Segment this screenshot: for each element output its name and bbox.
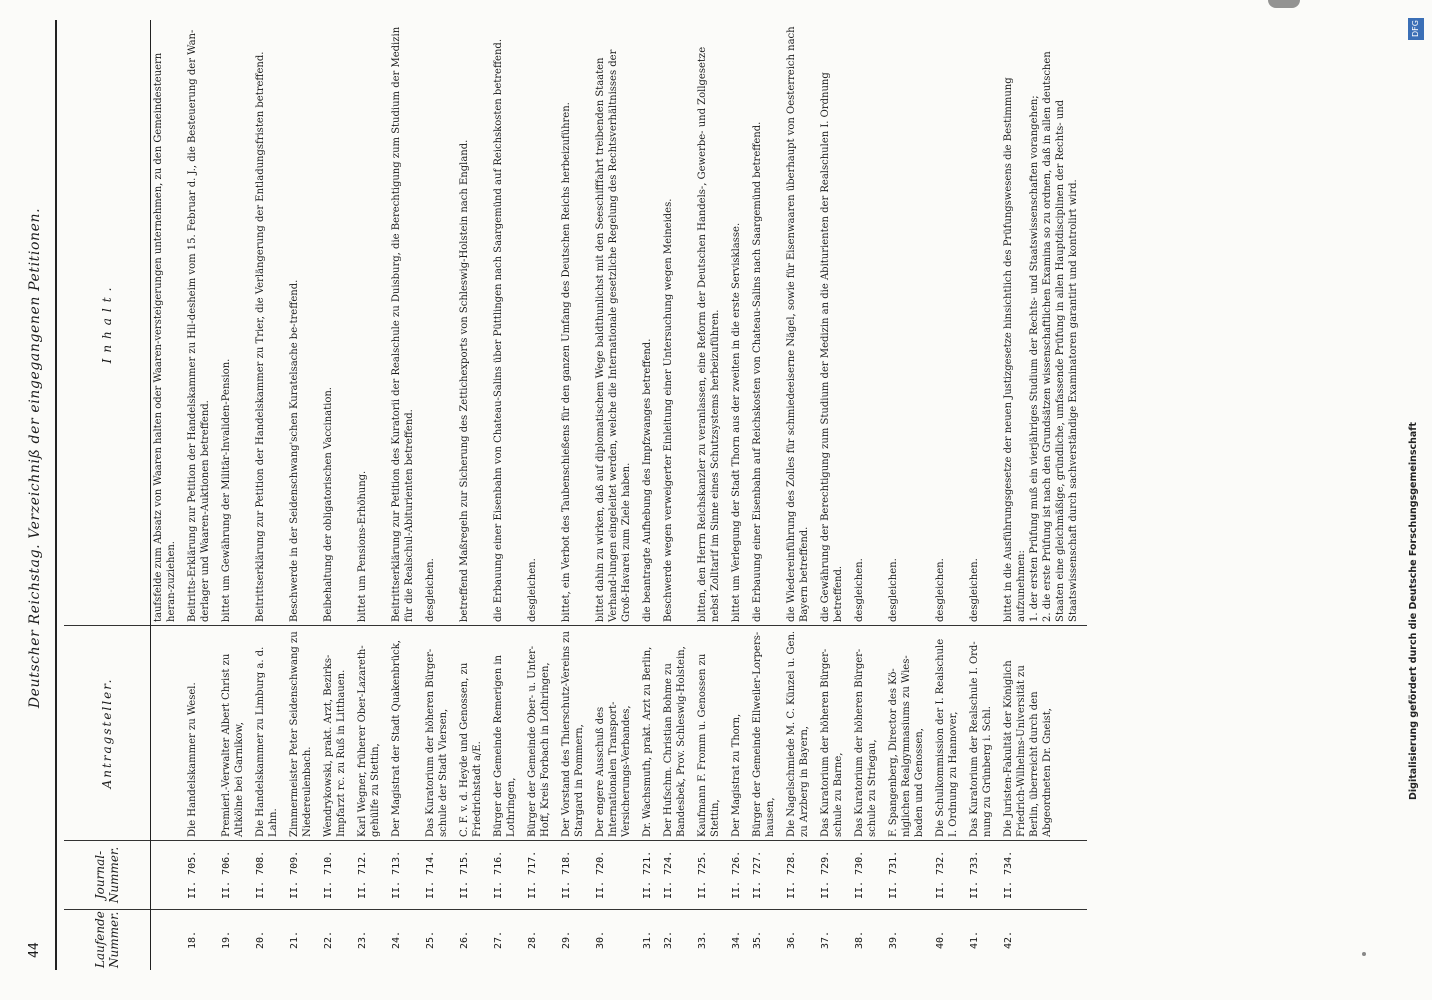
row-inhalt: bittet um Pensions-Erhöhung. (355, 20, 389, 626)
row-laufende-nummer: 18. (187, 930, 198, 950)
row-inhalt: bitten, den Herrn Reichskanzler zu veranlassen, eine Reform der Deutschen Handels-, Gewerbe- und Zollgesetze nebst Zolltarif im Sinne eines Schutzsystems herbeizuführen. (695, 20, 729, 626)
row-laufende-nummer: 28. (527, 930, 538, 950)
page-number: 44 (27, 942, 42, 958)
table-row (525, 20, 559, 970)
row-journal-nummer: II. 714. (423, 841, 457, 910)
row-antragsteller: Bürger der Gemeinde Ellweiler-Lorpers-hausen, (750, 626, 784, 841)
row-antragsteller: Die Handelskammer zu Limburg a. d. Lahn. (253, 626, 287, 841)
table-row (355, 20, 389, 970)
row-journal-nummer: II. 706. (219, 841, 253, 910)
row-inhalt: bittet dahin zu wirken, daß auf diplomatischem Wege baldthunlichst mit den Seeschifffahrt treibenden Staaten Verhand-lungen eingeleitet werden, welche die Internationale gesetzliche Regelung des Rechtsverhältnisses der Groß-Havarei zum Ziele haben. (593, 20, 640, 626)
row-laufende-nummer: 36. (786, 930, 797, 950)
row-laufende-nummer: 34. (731, 930, 742, 950)
row-inhalt: die Wiedereinführung des Zolles für schmiedeeiserne Nägel, sowie für Eisenwaaren überhaupt von Oesterreich nach Bayern betreffend. (784, 20, 818, 626)
table-row (593, 20, 640, 970)
running-head: Deutscher Reichstag. Verzeichniß der eingegangenen Petitionen. (27, 207, 43, 709)
row-journal-nummer: II. 716. (491, 841, 525, 910)
row-journal-nummer: II. 726. (729, 841, 750, 910)
table-row (389, 20, 423, 970)
table-row (185, 20, 219, 970)
row-journal-nummer: II. 733. (967, 841, 1001, 910)
row-inhalt: Beitrittserklärung zur Petition der Handelskammer zu Trier, die Verlängerung der Entladungsfristen betreffend. (253, 20, 287, 626)
row-laufende-nummer: 37. (820, 930, 831, 950)
table-row (287, 20, 321, 970)
row-antragsteller: Der Vorstand des Thierschutz-Vereins zu Stargard in Pommern, (559, 626, 593, 841)
row-laufende-nummer: 22. (323, 930, 334, 950)
col-header-laufende: Laufende Nummer. (64, 910, 151, 971)
row-journal-nummer: II. 709. (287, 841, 321, 910)
row-antragsteller (151, 626, 186, 841)
table-row (423, 20, 457, 970)
row-antragsteller: Der Magistrat der Stadt Quakenbrück, (389, 626, 423, 841)
row-inhalt: die Erbauung einer Eisenbahn von Chateau-Salins über Püttlingen nach Saargemünd auf Reichskosten betreffend. (491, 20, 525, 626)
row-antragsteller: Premierl.-Verwalter Albert Christ zu Altkölne bei Garnikow, (219, 626, 253, 841)
row-inhalt: desgleichen. (525, 20, 559, 626)
row-inhalt: Beschwerde wegen verweigerter Einleitung einer Untersuchung wegen Meineides. (661, 20, 695, 626)
table-row (151, 20, 186, 970)
digitization-credit (1404, 40, 1426, 800)
row-laufende-nummer: 41. (969, 930, 980, 950)
row-journal-nummer: II. 720. (593, 841, 640, 910)
row-antragsteller: Der Magistrat zu Thorn, (729, 626, 750, 841)
row-inhalt: desgleichen. (967, 20, 1001, 626)
row-journal-nummer: II. 710. (321, 841, 355, 910)
row-laufende-nummer: 40. (935, 930, 946, 950)
row-inhalt: Beibehaltung der obligatorischen Vaccination. (321, 20, 355, 626)
row-laufende-nummer: 35. (752, 930, 763, 950)
row-journal-nummer: II. 732. (933, 841, 967, 910)
row-antragsteller: Bürger der Gemeinde Remerigen in Lothringen, (491, 626, 525, 841)
header-rule (55, 20, 57, 970)
row-journal-nummer: II. 727. (750, 841, 784, 910)
row-antragsteller: Kaufmann F. Fromm u. Genossen zu Stettin, (695, 626, 729, 841)
row-laufende-nummer: 23. (357, 930, 368, 950)
row-laufende-nummer: 31. (642, 930, 653, 950)
row-laufende-nummer: 19. (221, 930, 232, 950)
row-antragsteller: C. F. v. d. Heyde und Genossen, zu Friedrichstadt a/E. (457, 626, 491, 841)
table-row (457, 20, 491, 970)
row-journal-nummer: II. 721. (640, 841, 661, 910)
row-antragsteller: Die Juristen-Fakultät der Königlich Friedrich-Wilhelms-Universität zu Berlin, überreicht durch den Abgeordneten Dr. Gneist, (1001, 626, 1087, 841)
row-inhalt: Beitrittserklärung zur Petition des Kuratorii der Realschule zu Duisburg, die Berechtigung zum Studium der Medizin für die Realschul-Abiturienten betreffend. (389, 20, 423, 626)
row-inhalt: bittet um Verlegung der Stadt Thorn aus der zweiten in die erste Servisklasse. (729, 20, 750, 626)
table-row (933, 20, 967, 970)
page-header (28, 28, 52, 958)
row-laufende-nummer: 21. (289, 930, 300, 950)
digitization-note: Digitalisierung gefördert durch die Deutsche Forschungsgemeinschaft (1408, 422, 1419, 800)
row-antragsteller: Der Hufschm. Christian Bohme zu Bandesbek, Prov. Schleswig-Holstein, (661, 626, 695, 841)
table-row (818, 20, 852, 970)
table-row (852, 20, 886, 970)
row-laufende-nummer: 25. (425, 930, 436, 950)
column-header-row (64, 20, 151, 970)
row-laufende-nummer: 30. (595, 930, 606, 950)
row-antragsteller: Das Kuratorium der höheren Bürger-schule zu Barne, (818, 626, 852, 841)
col-header-journal: Journal-Nummer. (64, 841, 151, 910)
row-antragsteller: Dr. Wachsmuth, prakt. Arzt zu Berlin, (640, 626, 661, 841)
row-inhalt: die Erbauung einer Eisenbahn auf Reichskosten von Chateau-Salins nach Saargemünd betreffend. (750, 20, 784, 626)
table-row (750, 20, 784, 970)
table-row (967, 20, 1001, 970)
petition-register-table (64, 20, 1087, 970)
row-laufende-nummer: 32. (663, 930, 674, 950)
row-laufende-nummer: 20. (255, 930, 266, 950)
scan-speck (1362, 952, 1366, 956)
table-row (321, 20, 355, 970)
row-inhalt: desgleichen. (886, 20, 933, 626)
table-row (559, 20, 593, 970)
row-inhalt: betreffend Maßregeln zur Sicherung des Zettichexports von Schleswig-Holstein nach England. (457, 20, 491, 626)
row-journal-nummer: II. 724. (661, 841, 695, 910)
row-inhalt: bittet um Gewährung der Militär-Invaliden-Pension. (219, 20, 253, 626)
row-laufende-nummer: 39. (888, 930, 899, 950)
row-laufende-nummer: 27. (493, 930, 504, 950)
row-laufende-nummer: 42. (1003, 930, 1014, 950)
row-inhalt: taufsfelde zum Absatz von Waaren halten oder Waaren-versteigerungen unternehmen, zu den Gemeindesteuern heran-zuziehen. (151, 20, 186, 626)
row-journal-nummer: II. 712. (355, 841, 389, 910)
row-laufende-nummer: 38. (854, 930, 865, 950)
row-antragsteller: Die Handelskammer zu Wesel. (185, 626, 219, 841)
row-inhalt: die beantragte Aufhebung des Impfzwanges betreffend. (640, 20, 661, 626)
row-laufende-nummer: 26. (459, 930, 470, 950)
table-row (784, 20, 818, 970)
row-laufende-nummer: 29. (561, 930, 572, 950)
row-inhalt: die Gewährung der Berechtigung zum Studium der Medizin an die Abiturienten der Realschulen I. Ordnung betreffend. (818, 20, 852, 626)
row-journal-nummer: II. 713. (389, 841, 423, 910)
row-antragsteller: Der engere Ausschuß des Internationalen Transport-Versicherungs-Verbandes, (593, 626, 640, 841)
table-row (219, 20, 253, 970)
table-row (661, 20, 695, 970)
row-inhalt: Beitritts-Erklärung zur Petition der Handelskammer zu Hil-desheim vom 15. Februar d. J., die Besteuerung der Wan-derlager und Waaren-Auktionen betreffend. (185, 20, 219, 626)
row-journal-nummer: II. 734. (1001, 841, 1087, 910)
row-inhalt: desgleichen. (852, 20, 886, 626)
row-antragsteller: Zimmermeister Peter Seidenschwang zu Niedereulenbach. (287, 626, 321, 841)
table-row (253, 20, 287, 970)
row-inhalt: Beschwerde in der Seidenschwang'schen Kuratelsache be-treffend. (287, 20, 321, 626)
table-row (491, 20, 525, 970)
row-antragsteller: Das Kuratorium der höheren Bürger-schule zu Striegau, (852, 626, 886, 841)
table-row (640, 20, 661, 970)
table-row (886, 20, 933, 970)
col-header-antragsteller: Antragsteller. (64, 626, 151, 841)
row-journal-nummer (151, 841, 186, 910)
row-antragsteller: Wendrykowski, prakt. Arzt, Bezirks-Impfarzt rc. zu Ruß in Litthauen. (321, 626, 355, 841)
row-journal-nummer: II. 715. (457, 841, 491, 910)
row-inhalt: desgleichen. (933, 20, 967, 626)
row-journal-nummer: II. 708. (253, 841, 287, 910)
row-antragsteller: Das Kuratorium der höheren Bürger-schule der Stadt Viersen, (423, 626, 457, 841)
table-row (1001, 20, 1087, 970)
row-laufende-nummer: 24. (391, 930, 402, 950)
row-journal-nummer: II. 717. (525, 841, 559, 910)
rotated-register-page (2, 0, 1342, 980)
row-journal-nummer: II. 729. (818, 841, 852, 910)
row-antragsteller: Das Kuratorium der Realschule I. Ord-nung zu Grünberg i. Schl. (967, 626, 1001, 841)
row-journal-nummer: II. 730. (852, 841, 886, 910)
row-antragsteller: Bürger der Gemeinde Ober- u. Unter-Hoff, Kreis Forbach in Lothringen, (525, 626, 559, 841)
table-row (695, 20, 729, 970)
row-journal-nummer: II. 725. (695, 841, 729, 910)
row-laufende-nummer: 33. (697, 930, 708, 950)
row-journal-nummer: II. 731. (886, 841, 933, 910)
register-body (151, 20, 1088, 970)
dfg-logo: DFG (1408, 18, 1424, 40)
row-journal-nummer: II. 705. (185, 841, 219, 910)
row-antragsteller: Die Nagelschmiede M. C. Künzel u. Gen. zu Arzberg in Bayern, (784, 626, 818, 841)
row-antragsteller: Die Schulkommission der I. Realschule I. Ordnung zu Hannover, (933, 626, 967, 841)
row-inhalt: desgleichen. (423, 20, 457, 626)
row-antragsteller: Karl Wegner, früherer Ober-Lazareth-gehülfe zu Stettin, (355, 626, 389, 841)
row-journal-nummer: II. 718. (559, 841, 593, 910)
table-row (729, 20, 750, 970)
col-header-inhalt: Inhalt. (64, 20, 151, 626)
row-inhalt: bittet, ein Verbot des Taubenschießens für den ganzen Umfang des Deutschen Reichs herbeizuführen. (559, 20, 593, 626)
row-journal-nummer: II. 728. (784, 841, 818, 910)
row-inhalt: bittet in die Ausführungsgesetze der neuen Justizgesetze hinsichtlich des Prüfungswesens die Bestimmung aufzunehmen: 1. der ersten Prüfung muß ein vierjähriges Studium der Rechts- und Staatswissenschaften vorangehen; 2. die erste Prüfung ist nach den Grundsätzen wissenschaftlichen Examina so zu ordnen, daß in allen deutschen Staaten eine gleichmäßige, gründliche, umfassende Prüfung in allen Hauptdisciplinen der Rechts- und Staatswissenschaft durch sachverständige Examinatoren garantirt und kontrolirt wird. (1001, 20, 1087, 626)
row-laufende-nummer (151, 910, 186, 971)
row-antragsteller: F. Spangenberg, Director des Kö-niglichen Realgymnasiums zu Wies-baden und Genossen, (886, 626, 933, 841)
